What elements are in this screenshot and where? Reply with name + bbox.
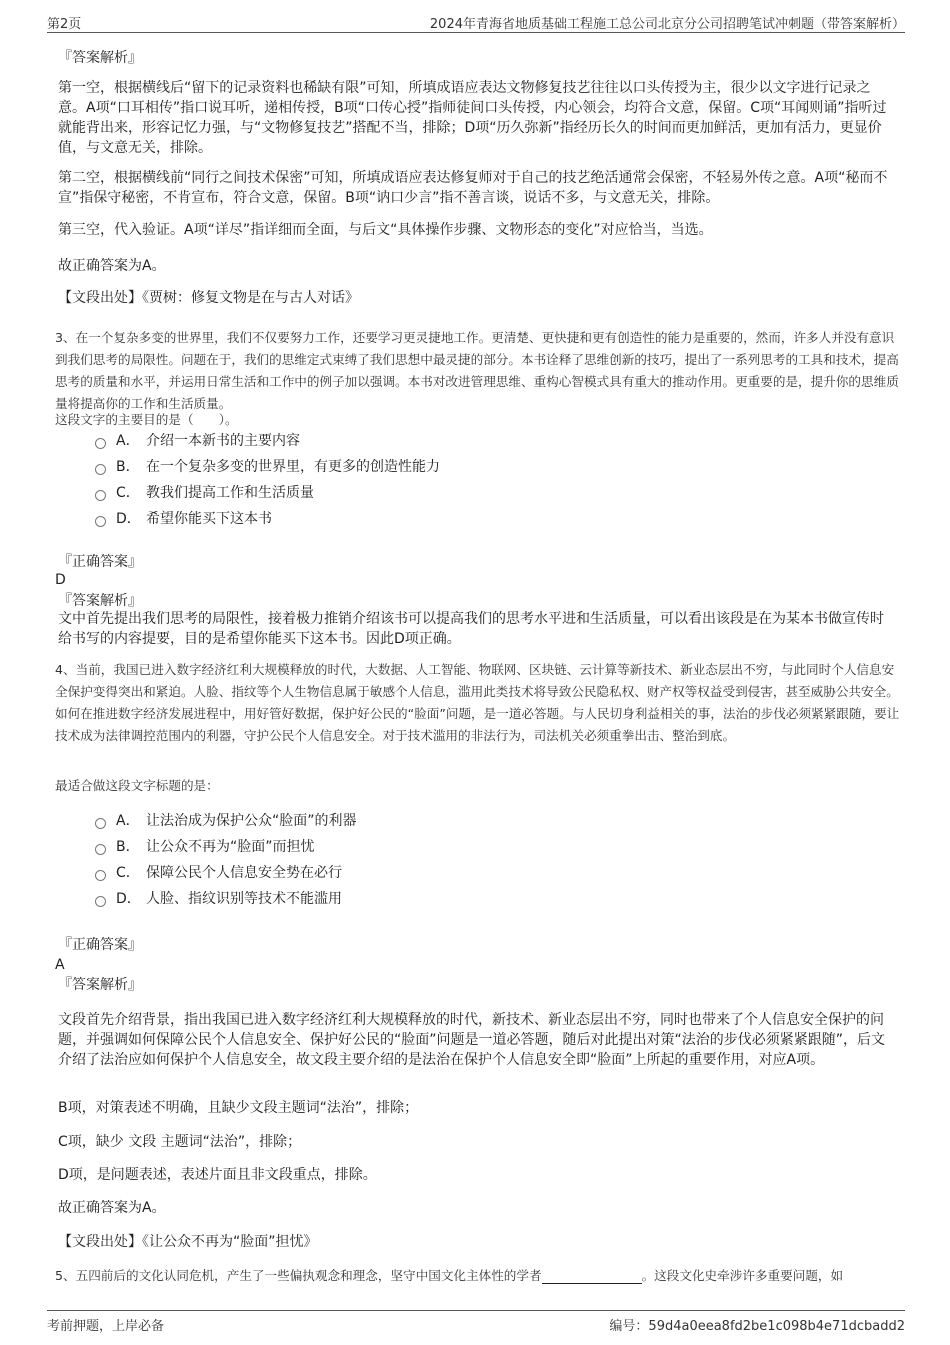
q4-analysis-label: 『答案解析』	[58, 977, 142, 993]
q3-analysis-label: 『答案解析』	[58, 593, 142, 609]
radio-button[interactable]	[95, 464, 106, 475]
document-id: 编号：59d4a0eea8fd2be1c098b4e71dcbadd2	[609, 1319, 905, 1334]
radio-button[interactable]	[95, 870, 106, 881]
radio-button[interactable]	[95, 490, 106, 501]
q4-analysis-p4: D项，是问题表述，表述片面且非文段重点，排除。	[58, 1167, 377, 1183]
q3-analysis: 文中首先提出我们思考的局限性，接着极力推销介绍该书可以提高我们的思考水平进和生活质量，可以看出该段是在为某本书做宣传时给书写的内容提要，目的是希望你能买下这本书。因此D项正确。	[58, 611, 884, 647]
q4-answer-label: 『正确答案』	[58, 937, 142, 953]
q4-analysis-p2: B项，对策表述不明确，且缺少文段主题词“法治”，排除；	[58, 1100, 419, 1116]
radio-button[interactable]	[95, 844, 106, 855]
q4-stem: 4、当前，我国已进入数字经济红利大规模释放的时代，大数据、人工智能、物联网、区块链、云计算等新技术、新业态层出不穷，与此同时个人信息安全保护变得突出和紧迫。人脸、指纹等个人生物信息属于敏感个人信息，滥用此类技术将导致公民隐私权、财产权等权益受到侵害，甚至威胁公共安全。如何在推进数字经济发展进程中，用好管好数据，保护好公民的“脸面”问题，是一道必答题。与人民切身利益相关的事，法治的步伐必须紧紧跟随，要让技术成为法律调控范围内的利器，守护公民个人信息安全。对于技术滥用的非法行为，司法机关必须重拳出击、整治到底。	[55, 662, 900, 743]
q4-option-c[interactable]: C． 保障公民个人信息安全势在必行	[95, 863, 342, 883]
q4-answer: A	[55, 957, 65, 973]
document-title: 2024年青海省地质基础工程施工总公司北京分公司招聘笔试冲刺题（带答案解析）	[429, 17, 905, 32]
q2-analysis-p1: 第一空，根据横线后“留下的记录资料也稀缺有限”可知，所填成语应表达文物修复技艺往往以口头传授为主，很少以文字进行记录之意。A项“口耳相传”指口说耳听，递相传授，B项“口传心授”指师徒间口头传授，内心领会，均符合文意，保留。C项“耳闻则诵”指听过就能背出来，形容记忆力强，与“文物修复技艺”搭配不当，排除；D项“历久弥新”指经历长久的时间而更加鲜活，更加有活力，更显价值，与文意无关，排除。	[58, 80, 887, 156]
option-text: 介绍一本新书的主要内容	[146, 433, 300, 449]
q4-analysis-p1: 文段首先介绍背景，指出我国已进入数字经济红利大规模释放的时代，新技术、新业态层出不穷，同时也带来了个人信息安全保护的问题，并强调如何保障公民个人信息安全、保护好公民的“脸面”问题是一道必答题，随后对此提出对策“法治的步伐必须紧紧跟随”，后文介绍了法治应如何保护个人信息安全，故文段主要介绍的是法治在保护个人信息安全即“脸面”上所起的重要作用，对应A项。	[58, 1012, 886, 1068]
option-text: 人脸、指纹识别等技术不能滥用	[146, 891, 342, 907]
fill-in-blank[interactable]	[542, 1269, 642, 1284]
q4-source	[58, 1232, 888, 1252]
q3-option-d[interactable]: D． 希望你能买下这本书	[95, 509, 272, 529]
option-text: 保障公民个人信息安全势在必行	[146, 865, 342, 881]
source-text: 《贾树：修复文物是在与古人对话》	[142, 290, 359, 306]
radio-button[interactable]	[95, 438, 106, 449]
page-footer	[47, 1310, 905, 1335]
q4-conclusion: 故正确答案为A。	[58, 1200, 166, 1216]
footer-slogan: 考前押题，上岸必备	[47, 1319, 165, 1334]
q2-source	[58, 288, 888, 308]
q3-answer: D	[55, 572, 66, 588]
q3-stem: 3、在一个复杂多变的世界里，我们不仅要努力工作，还要学习更灵捷地工作。更清楚、更快捷和更有创造性的能力是重要的，然而，许多人并没有意识到我们思考的局限性。问题在于，我们的思维定式束缚了我们思想中最灵捷的部分。本书诠释了思维创新的技巧，提出了一系列思考的工具和技术，提高思考的质量和水平，并运用日常生活和工作中的例子加以强调。本书对改进管理思维、重构心智模式具有重大的推动作用。更重要的是，提升你的思维质量将提高你的工作和生活质量。	[55, 330, 899, 411]
q2-analysis-label: 『答案解析』	[58, 50, 142, 66]
q3-question: 这段文字的主要目的是（ ）。	[55, 412, 238, 427]
option-text: 让法治成为保护公众“脸面”的利器	[146, 813, 357, 829]
q2-analysis-p2: 第二空，根据横线前“同行之间技术保密”可知，所填成语应表达修复师对于自己的技艺绝活通常会保密，不轻易外传之意。A项“秘而不宣”指保守秘密，不肯宣布，符合文意，保留。B项“讷口少言”指不善言谈，说话不多，与文意无关，排除。	[58, 170, 888, 206]
q2-conclusion: 故正确答案为A。	[58, 258, 166, 274]
source-label: 【文段出处】	[58, 1234, 142, 1250]
radio-button[interactable]	[95, 516, 106, 527]
q3-option-a[interactable]: A． 介绍一本新书的主要内容	[95, 431, 300, 451]
option-text: 让公众不再为“脸面”而担忧	[146, 839, 315, 855]
option-text: 在一个复杂多变的世界里，有更多的创造性能力	[146, 459, 440, 475]
q5-stem: 5、五四前后的文化认同危机，产生了一些偏执观念和理念，坚守中国文化主体性的学者 。这段文化史牵涉许多重要问题，如	[55, 1268, 844, 1283]
q3-option-c[interactable]: C． 教我们提高工作和生活质量	[95, 483, 314, 503]
page-header	[47, 8, 905, 33]
q4-analysis-p3: C项，缺少 文段 主题词“法治”，排除；	[58, 1134, 302, 1150]
radio-button[interactable]	[95, 896, 106, 907]
q4-option-a[interactable]: A． 让法治成为保护公众“脸面”的利器	[95, 811, 357, 831]
q2-analysis-p3: 第三空，代入验证。A项“详尽”指详细而全面，与后文“具体操作步骤、文物形态的变化”对应恰当，当选。	[58, 222, 713, 238]
q4-question: 最适合做这段文字标题的是：	[55, 778, 219, 793]
source-text: 《让公众不再为“脸面”担忧》	[142, 1234, 318, 1250]
source-label: 【文段出处】	[58, 290, 142, 306]
option-text: 希望你能买下这本书	[146, 511, 272, 527]
page-number: 第2页	[47, 17, 82, 32]
q3-option-b[interactable]: B． 在一个复杂多变的世界里，有更多的创造性能力	[95, 457, 440, 477]
option-text: 教我们提高工作和生活质量	[146, 485, 314, 501]
q3-answer-label: 『正确答案』	[58, 554, 142, 570]
q4-option-d[interactable]: D． 人脸、指纹识别等技术不能滥用	[95, 889, 342, 909]
q4-option-b[interactable]: B． 让公众不再为“脸面”而担忧	[95, 837, 315, 857]
radio-button[interactable]	[95, 818, 106, 829]
